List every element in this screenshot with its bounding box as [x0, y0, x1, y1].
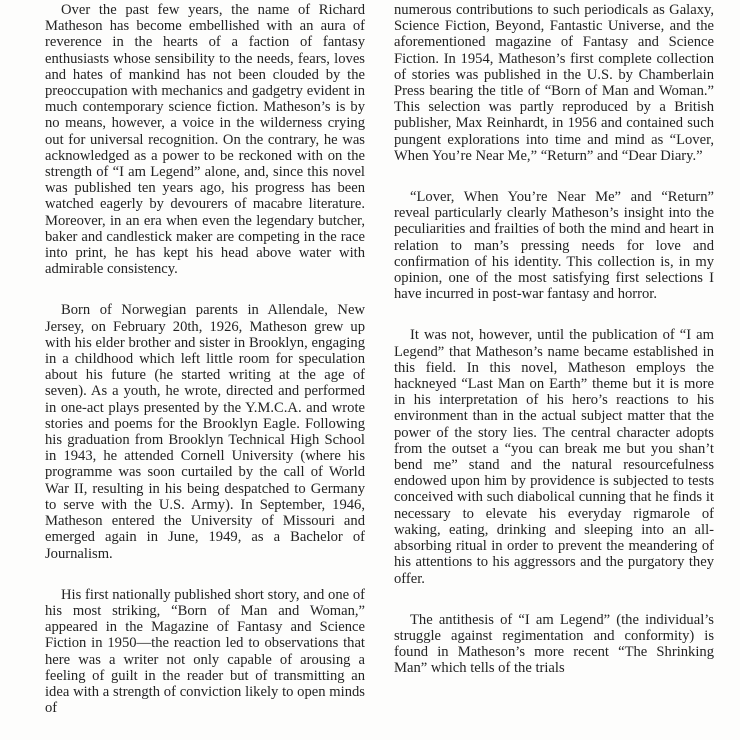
paragraph-i-am-legend: It was not, however, until the publication of “I am Legend” that Matheson’s name became established in this field. In this novel, Matheson employs the hackneyed “Last Man on Earth” theme but it is more in his interpretation of his hero’s reactions to his environment than in the actual subject matter that the power of the story lies. The central character adopts from the outset a “you can break me but you shan’t bend me” stand and the natural resourcefulness endowed upon him by providence is subjected to tests conceived with such diabolical cunning that he finds it necessary to elevate his everyday rigmarole of waking, eating, drinking and sleeping into an all-absorbing ritual in order to prevent the meandering of his attentions to his aggressors and the purgatory they offer. [394, 327, 714, 587]
paragraph-biography: Born of Norwegian parents in Allendale, New Jersey, on February 20th, 1926, Matheson grew up with his elder brother and sister in Brooklyn, engaging in a childhood which left little room for speculation about his future (he started writing at the age of seven). As a youth, he wrote, directed and performed in one-act plays presented by the Y.M.C.A. and wrote stories and poems for the Brooklyn Eagle. Following his graduation from Brooklyn Technical High School in 1943, he attended Cornell University (where his programme was soon curtailed by the call of World War II, resulting in his being despatched to Germany to serve with the U.S. Army). In September, 1946, Matheson entered the University of Missouri and emerged again in June, 1949, as a Bachelor of Journalism. [45, 302, 365, 562]
paragraph-intro: Over the past few years, the name of Richard Matheson has become embellished with an aura of reverence in the hearts of a faction of fantasy enthusiasts whose sensibility to the needs, fears, loves and hates of mankind has not been clouded by the preoccupation with mechanics and gadgetry evident in much contemporary science fiction. Matheson’s is by no means, however, a voice in the wilderness crying out for universal recognition. On the contrary, he was acknowledged as a power to be reckoned with on the strength of “I am Legend” alone, and, since this novel was published ten years ago, his progress has been watched eagerly by devourers of macabre literature. Moreover, in an era when even the legendary butcher, baker and candlestick maker are competing in the race into print, he has kept his head above water with admirable consistency. [45, 2, 365, 278]
paragraph-first-story: His first nationally published short story, and one of his most striking, “Born of Man and Woman,” appeared in the Magazine of Fantasy and Science Fiction in 1950—the reaction led to observations that here was a writer not only capable of arousing a feeling of guilt in the reader but of transmitting an idea with a strength of conviction likely to open minds of [45, 586, 365, 717]
text-column-right [394, 2, 714, 702]
paragraph-shrinking-man: The antithesis of “I am Legend” (the individual’s struggle against regimentation and conformity) is found in Matheson’s more recent “The Shrinking Man” which tells of the trials [394, 611, 714, 677]
paragraph-lover-return: “Lover, When You’re Near Me” and “Return” reveal particularly clearly Matheson’s insight into the peculiarities and frailties of both the mind and heart in relation to man’s pressing needs for love and confirmation of his identity. This collection is, in my opinion, one of the most satisfying first selections I have incurred in post-war fantasy and horror. [394, 189, 714, 303]
paragraph-contributions: numerous contributions to such periodicals as Galaxy, Science Fiction, Beyond, Fantastic Universe, and the aforementioned magazine of Fantasy and Science Fiction. In 1954, Matheson’s first complete collection of stories was published in the U.S. by Chamberlain Press bearing the title of “Born of Man and Woman.” This selection was partly reproduced by a British publisher, Max Reinhardt, in 1956 and contained such pungent explorations into time and mind as “Lover, When You’re Near Me,” “Return” and “Dear Diary.” [394, 2, 714, 164]
text-column-left [45, 2, 365, 740]
